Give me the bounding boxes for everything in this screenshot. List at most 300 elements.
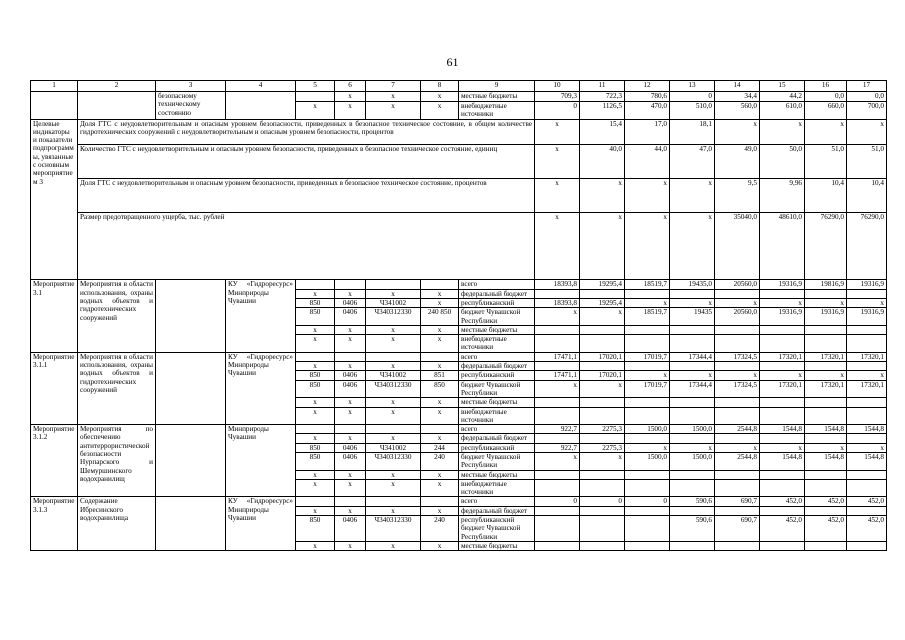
table-cell: 0406 (335, 380, 366, 398)
table-cell: x (296, 470, 335, 479)
table-cell: x (535, 380, 580, 398)
table-cell: 1126,5 (580, 102, 625, 120)
column-number: 9 (459, 81, 535, 92)
table-cell: 590,6 (670, 497, 715, 506)
table-cell: 51,0 (847, 144, 887, 178)
table-cell: x (335, 434, 366, 443)
table-cell (421, 425, 459, 434)
table-cell: x (625, 178, 670, 212)
table-cell: x (296, 434, 335, 443)
table-cell: 700,0 (847, 102, 887, 120)
funding-source: внебюджетные источники (459, 479, 535, 497)
table-cell: 17320,1 (760, 352, 805, 361)
table-cell: 18393,8 (535, 280, 580, 289)
table-cell: 0 (535, 497, 580, 506)
table-cell: x (421, 289, 459, 298)
table-cell (715, 541, 760, 550)
funding-source: внебюджетные источники (459, 407, 535, 425)
table-cell: 17344,4 (670, 352, 715, 361)
table-cell: x (580, 178, 625, 212)
table-row (31, 92, 887, 102)
table-cell: x (535, 178, 580, 212)
table-cell: x (296, 325, 335, 334)
table-cell: x (670, 212, 715, 279)
table-cell (625, 479, 670, 497)
table-cell: 560,0 (715, 102, 760, 120)
table-cell (535, 407, 580, 425)
table-cell: 19435,0 (670, 280, 715, 289)
table-cell: Ч340312330 (366, 380, 421, 398)
table-cell (366, 497, 421, 506)
table-cell (760, 470, 805, 479)
table-cell (535, 516, 580, 542)
table-cell: 1544,8 (847, 452, 887, 470)
table-cell (715, 398, 760, 407)
table-cell: 850 (296, 298, 335, 307)
table-cell: x (366, 541, 421, 550)
table-cell: 1544,8 (805, 425, 847, 434)
table-cell (580, 434, 625, 443)
table-cell: x (670, 298, 715, 307)
table-cell: x (670, 443, 715, 452)
table-cell: внебюджетные источники (459, 102, 535, 120)
event-code: Мероприятие 3.1 (31, 280, 78, 352)
table-cell: x (670, 371, 715, 380)
table-cell: x (335, 362, 366, 371)
event-row (31, 280, 887, 289)
table-cell: x (335, 398, 366, 407)
table-cell (847, 470, 887, 479)
funding-source: всего (459, 497, 535, 506)
table-cell: x (421, 325, 459, 334)
table-cell: 17320,1 (805, 352, 847, 361)
table-cell (805, 325, 847, 334)
column-number: 15 (760, 81, 805, 92)
table-cell: x (847, 119, 887, 144)
table-cell (580, 325, 625, 334)
table-cell: 17320,1 (760, 380, 805, 398)
table-cell: 10,4 (847, 178, 887, 212)
table-cell: x (335, 289, 366, 298)
table-cell: 0406 (335, 371, 366, 380)
table-cell: x (535, 212, 580, 279)
table-cell: x (335, 479, 366, 497)
target-row (31, 178, 887, 212)
table-cell (226, 92, 296, 120)
table-cell: 19816,9 (805, 280, 847, 289)
table-cell (805, 407, 847, 425)
table-cell (366, 425, 421, 434)
table-cell (421, 352, 459, 361)
table-cell (156, 280, 226, 352)
table-cell (580, 516, 625, 542)
table-cell: x (366, 289, 421, 298)
table-cell (535, 289, 580, 298)
table-cell: 660,0 (805, 102, 847, 120)
table-cell: 0,0 (805, 92, 847, 102)
header-row (31, 81, 887, 92)
table-cell (625, 325, 670, 334)
table-cell (535, 479, 580, 497)
table-cell (421, 280, 459, 289)
table-cell (580, 289, 625, 298)
table-cell: x (421, 434, 459, 443)
table-cell: 2275,3 (580, 425, 625, 434)
table-cell (335, 352, 366, 361)
table-cell: x (421, 506, 459, 515)
page-number: 61 (446, 55, 459, 69)
table-cell (760, 362, 805, 371)
table-cell (805, 506, 847, 515)
table-cell: x (366, 335, 421, 353)
table-cell: 1544,8 (847, 425, 887, 434)
table-cell (805, 398, 847, 407)
funding-source: федеральный бюджет (459, 289, 535, 298)
table-cell: 44,2 (760, 92, 805, 102)
table-cell: x (421, 362, 459, 371)
event-name: Мероприятия по обеспечению антитеррористической безопасности Нурпарского и Шемуршинского водохранилищ (78, 425, 156, 497)
table-cell: x (335, 335, 366, 353)
table-cell: 452,0 (760, 516, 805, 542)
table-cell (535, 470, 580, 479)
column-number: 12 (625, 81, 670, 92)
funding-source: бюджет Чувашской Республики (459, 452, 535, 470)
table-cell: 850 (296, 443, 335, 452)
table-cell (296, 352, 335, 361)
table-cell (805, 362, 847, 371)
table-cell: x (580, 380, 625, 398)
funding-source: внебюджетные источники (459, 335, 535, 353)
table-cell: x (625, 298, 670, 307)
table-cell: x (335, 407, 366, 425)
table-cell: x (535, 452, 580, 470)
event-code: Мероприятие 3.1.2 (31, 425, 78, 497)
table-cell: x (421, 541, 459, 550)
table-cell: x (296, 362, 335, 371)
table-cell (535, 325, 580, 334)
table-cell (580, 407, 625, 425)
funding-source: республиканский (459, 371, 535, 380)
table-cell: 19316,9 (847, 308, 887, 326)
table-cell: x (715, 371, 760, 380)
table-cell (535, 398, 580, 407)
table-cell (847, 335, 887, 353)
table-cell: Ч341002 (366, 371, 421, 380)
table-cell: 690,7 (715, 516, 760, 542)
table-cell: 18393,8 (535, 298, 580, 307)
column-number: 5 (296, 81, 335, 92)
table-cell: x (847, 371, 887, 380)
table-cell: Ч340312330 (366, 516, 421, 542)
event-executor: КУ «Гидроресурс» Минприроды Чувашии (226, 280, 296, 352)
column-number: 8 (421, 81, 459, 92)
table-cell: 1500,0 (625, 452, 670, 470)
table-cell: 17020,1 (580, 352, 625, 361)
table-cell: 76290,0 (847, 212, 887, 279)
table-cell: 17320,1 (847, 380, 887, 398)
table-cell: 18519,7 (625, 280, 670, 289)
column-number: 11 (580, 81, 625, 92)
table-cell: 47,0 (670, 144, 715, 178)
table-cell (715, 335, 760, 353)
table-cell: 1500,0 (625, 425, 670, 434)
table-cell (670, 335, 715, 353)
table-cell: 17019,7 (625, 380, 670, 398)
table-cell (805, 479, 847, 497)
funding-source: федеральный бюджет (459, 434, 535, 443)
table-cell (805, 541, 847, 550)
table-cell (78, 92, 156, 120)
table-cell: 40,0 (580, 144, 625, 178)
table-cell: x (335, 470, 366, 479)
table-cell: 1544,8 (805, 452, 847, 470)
table-cell: x (421, 479, 459, 497)
table-cell (805, 335, 847, 353)
column-number: 6 (335, 81, 366, 92)
funding-source: местные бюджеты (459, 470, 535, 479)
table-cell (156, 497, 226, 551)
table-cell: x (421, 407, 459, 425)
table-cell: 452,0 (805, 516, 847, 542)
table-cell: 0406 (335, 298, 366, 307)
table-cell: x (760, 371, 805, 380)
table-cell: 0406 (335, 452, 366, 470)
table-cell: 240 (421, 452, 459, 470)
table-cell: 44,0 (625, 144, 670, 178)
table-cell: 0406 (335, 443, 366, 452)
column-number: 16 (805, 81, 847, 92)
table-cell: 9,5 (715, 178, 760, 212)
table-cell: x (715, 443, 760, 452)
table-cell: 17471,1 (535, 371, 580, 380)
funding-source: республиканский бюджет Чувашской Республики (459, 516, 535, 542)
table-cell: x (366, 434, 421, 443)
table-cell: 850 (296, 371, 335, 380)
table-cell: 2544,8 (715, 425, 760, 434)
column-number: 4 (226, 81, 296, 92)
table-cell (335, 425, 366, 434)
table-cell: 19316,9 (760, 280, 805, 289)
table-cell: 19435 (670, 308, 715, 326)
target-row (31, 119, 887, 144)
table-cell: x (670, 178, 715, 212)
table-cell: x (847, 443, 887, 452)
table-cell: x (421, 92, 459, 102)
column-number: 2 (78, 81, 156, 92)
table-cell: 76290,0 (805, 212, 847, 279)
table-cell: 20560,0 (715, 308, 760, 326)
table-cell: x (805, 119, 847, 144)
target-indicator-text: Доля ГТС с неудовлетворительным и опасным уровнем безопасности, приведенных в безопасное техническое состояние, в общем количестве гидротехнических сооружений с неудовлетворительным и опасным уровнем безопасности, процентов (78, 119, 535, 144)
table-cell (535, 541, 580, 550)
table-cell: x (760, 298, 805, 307)
table-cell: 452,0 (847, 516, 887, 542)
event-row (31, 352, 887, 361)
table-cell (670, 479, 715, 497)
table-cell: x (366, 506, 421, 515)
table-cell: x (760, 443, 805, 452)
table-cell (296, 280, 335, 289)
table-cell (715, 407, 760, 425)
table-cell: x (296, 102, 335, 120)
table-cell: x (296, 479, 335, 497)
table-cell: 690,7 (715, 497, 760, 506)
table-cell: 0,0 (847, 92, 887, 102)
table-cell: 15,4 (580, 119, 625, 144)
table-cell (625, 506, 670, 515)
table-cell: 851 (421, 371, 459, 380)
table-cell: 9,96 (760, 178, 805, 212)
table-cell (625, 470, 670, 479)
table-cell (715, 479, 760, 497)
table-cell: x (335, 102, 366, 120)
table-cell: 1544,8 (760, 425, 805, 434)
column-number: 1 (31, 81, 78, 92)
funding-source: республиканский (459, 443, 535, 452)
table-cell (760, 506, 805, 515)
table-cell: x (805, 443, 847, 452)
table-cell: 244 (421, 443, 459, 452)
table-cell: 922,7 (535, 425, 580, 434)
table-cell (847, 362, 887, 371)
table-cell: 1500,0 (670, 452, 715, 470)
table-cell (847, 541, 887, 550)
table-cell (760, 289, 805, 298)
table-cell: 19316,9 (847, 280, 887, 289)
table-cell: 17471,1 (535, 352, 580, 361)
table-cell: x (805, 371, 847, 380)
table-cell: 17020,1 (580, 371, 625, 380)
column-number: 17 (847, 81, 887, 92)
event-executor: Минприроды Чувашии (226, 425, 296, 497)
table-cell: 19316,9 (805, 308, 847, 326)
event-row (31, 497, 887, 506)
table-cell: 240 850 (421, 308, 459, 326)
table-cell: 722,3 (580, 92, 625, 102)
table-cell (760, 541, 805, 550)
table-cell (580, 541, 625, 550)
event-executor: КУ «Гидроресурс» Минприроды Чувашии (226, 352, 296, 424)
table-cell (296, 425, 335, 434)
table-cell (670, 289, 715, 298)
table-cell: 452,0 (805, 497, 847, 506)
table-cell: x (335, 506, 366, 515)
table-cell: x (366, 470, 421, 479)
table-cell (670, 398, 715, 407)
table-cell (366, 352, 421, 361)
table-cell (760, 479, 805, 497)
table-cell: Ч341002 (366, 443, 421, 452)
funding-source: местные бюджеты (459, 541, 535, 550)
table-cell (760, 335, 805, 353)
column-number: 14 (715, 81, 760, 92)
table-cell: x (715, 119, 760, 144)
table-cell: 19316,9 (760, 308, 805, 326)
table-cell: x (535, 144, 580, 178)
target-indicator-text: Количество ГТС с неудовлетворительным и опасным уровнем безопасности, приведенных в безопасное техническое состояние, единиц (78, 144, 535, 178)
table-cell: x (580, 452, 625, 470)
table-cell: 240 (421, 516, 459, 542)
table-cell (580, 470, 625, 479)
table-cell: x (296, 335, 335, 353)
table-cell: 1500,0 (670, 425, 715, 434)
column-number: 3 (156, 81, 226, 92)
table-cell (760, 325, 805, 334)
target-indicator-text: Доля ГТС с неудовлетворительным и опасным уровнем безопасности, приведенных в безопасное техническое состояние, процентов (78, 178, 535, 212)
funding-source: всего (459, 280, 535, 289)
table-cell: x (625, 371, 670, 380)
table-cell: 0 (580, 497, 625, 506)
table-cell (31, 92, 78, 120)
funding-source: бюджет Чувашской Республики (459, 308, 535, 326)
table-cell (715, 289, 760, 298)
table-cell (760, 398, 805, 407)
table-cell (805, 470, 847, 479)
table-cell: 452,0 (760, 497, 805, 506)
table-cell: 18,1 (670, 119, 715, 144)
table-cell: x (421, 335, 459, 353)
table-cell (670, 325, 715, 334)
target-row (31, 212, 887, 279)
table-cell: 48610,0 (760, 212, 805, 279)
table-cell (156, 425, 226, 497)
table-cell (296, 497, 335, 506)
table-cell (670, 470, 715, 479)
table-cell: 51,0 (805, 144, 847, 178)
table-cell: x (296, 398, 335, 407)
table-cell (156, 352, 226, 424)
table-cell (670, 434, 715, 443)
table-cell: 780,6 (625, 92, 670, 102)
table-cell: x (366, 325, 421, 334)
table-cell (847, 289, 887, 298)
table-cell: x (366, 362, 421, 371)
table-cell (715, 470, 760, 479)
table-cell (625, 362, 670, 371)
table-cell: местные бюджеты (459, 92, 535, 102)
table-cell: x (335, 541, 366, 550)
table-cell (715, 325, 760, 334)
table-cell (760, 407, 805, 425)
table-cell (535, 506, 580, 515)
funding-source: всего (459, 352, 535, 361)
table-cell: x (296, 407, 335, 425)
table-cell: 2275,3 (580, 443, 625, 452)
program-name: безопасному техническому состоянию (156, 92, 226, 120)
table-cell (580, 479, 625, 497)
table-cell (847, 407, 887, 425)
table-cell: 17344,4 (670, 380, 715, 398)
table-cell: 17,0 (625, 119, 670, 144)
funding-source: федеральный бюджет (459, 362, 535, 371)
table-cell (715, 362, 760, 371)
table-cell (296, 92, 335, 102)
table-cell: 10,4 (805, 178, 847, 212)
table-cell (847, 479, 887, 497)
table-cell (535, 362, 580, 371)
table-cell: x (296, 289, 335, 298)
event-executor: КУ «Гидроресурс» Минприроды Чувашии (226, 497, 296, 551)
table-cell: Ч340312330 (366, 308, 421, 326)
table-cell (366, 280, 421, 289)
table-cell (580, 362, 625, 371)
funding-source: всего (459, 425, 535, 434)
table-cell: x (335, 325, 366, 334)
table-cell: 850 (296, 308, 335, 326)
table-cell: 50,0 (760, 144, 805, 178)
table-cell: x (535, 308, 580, 326)
funding-source: федеральный бюджет (459, 506, 535, 515)
